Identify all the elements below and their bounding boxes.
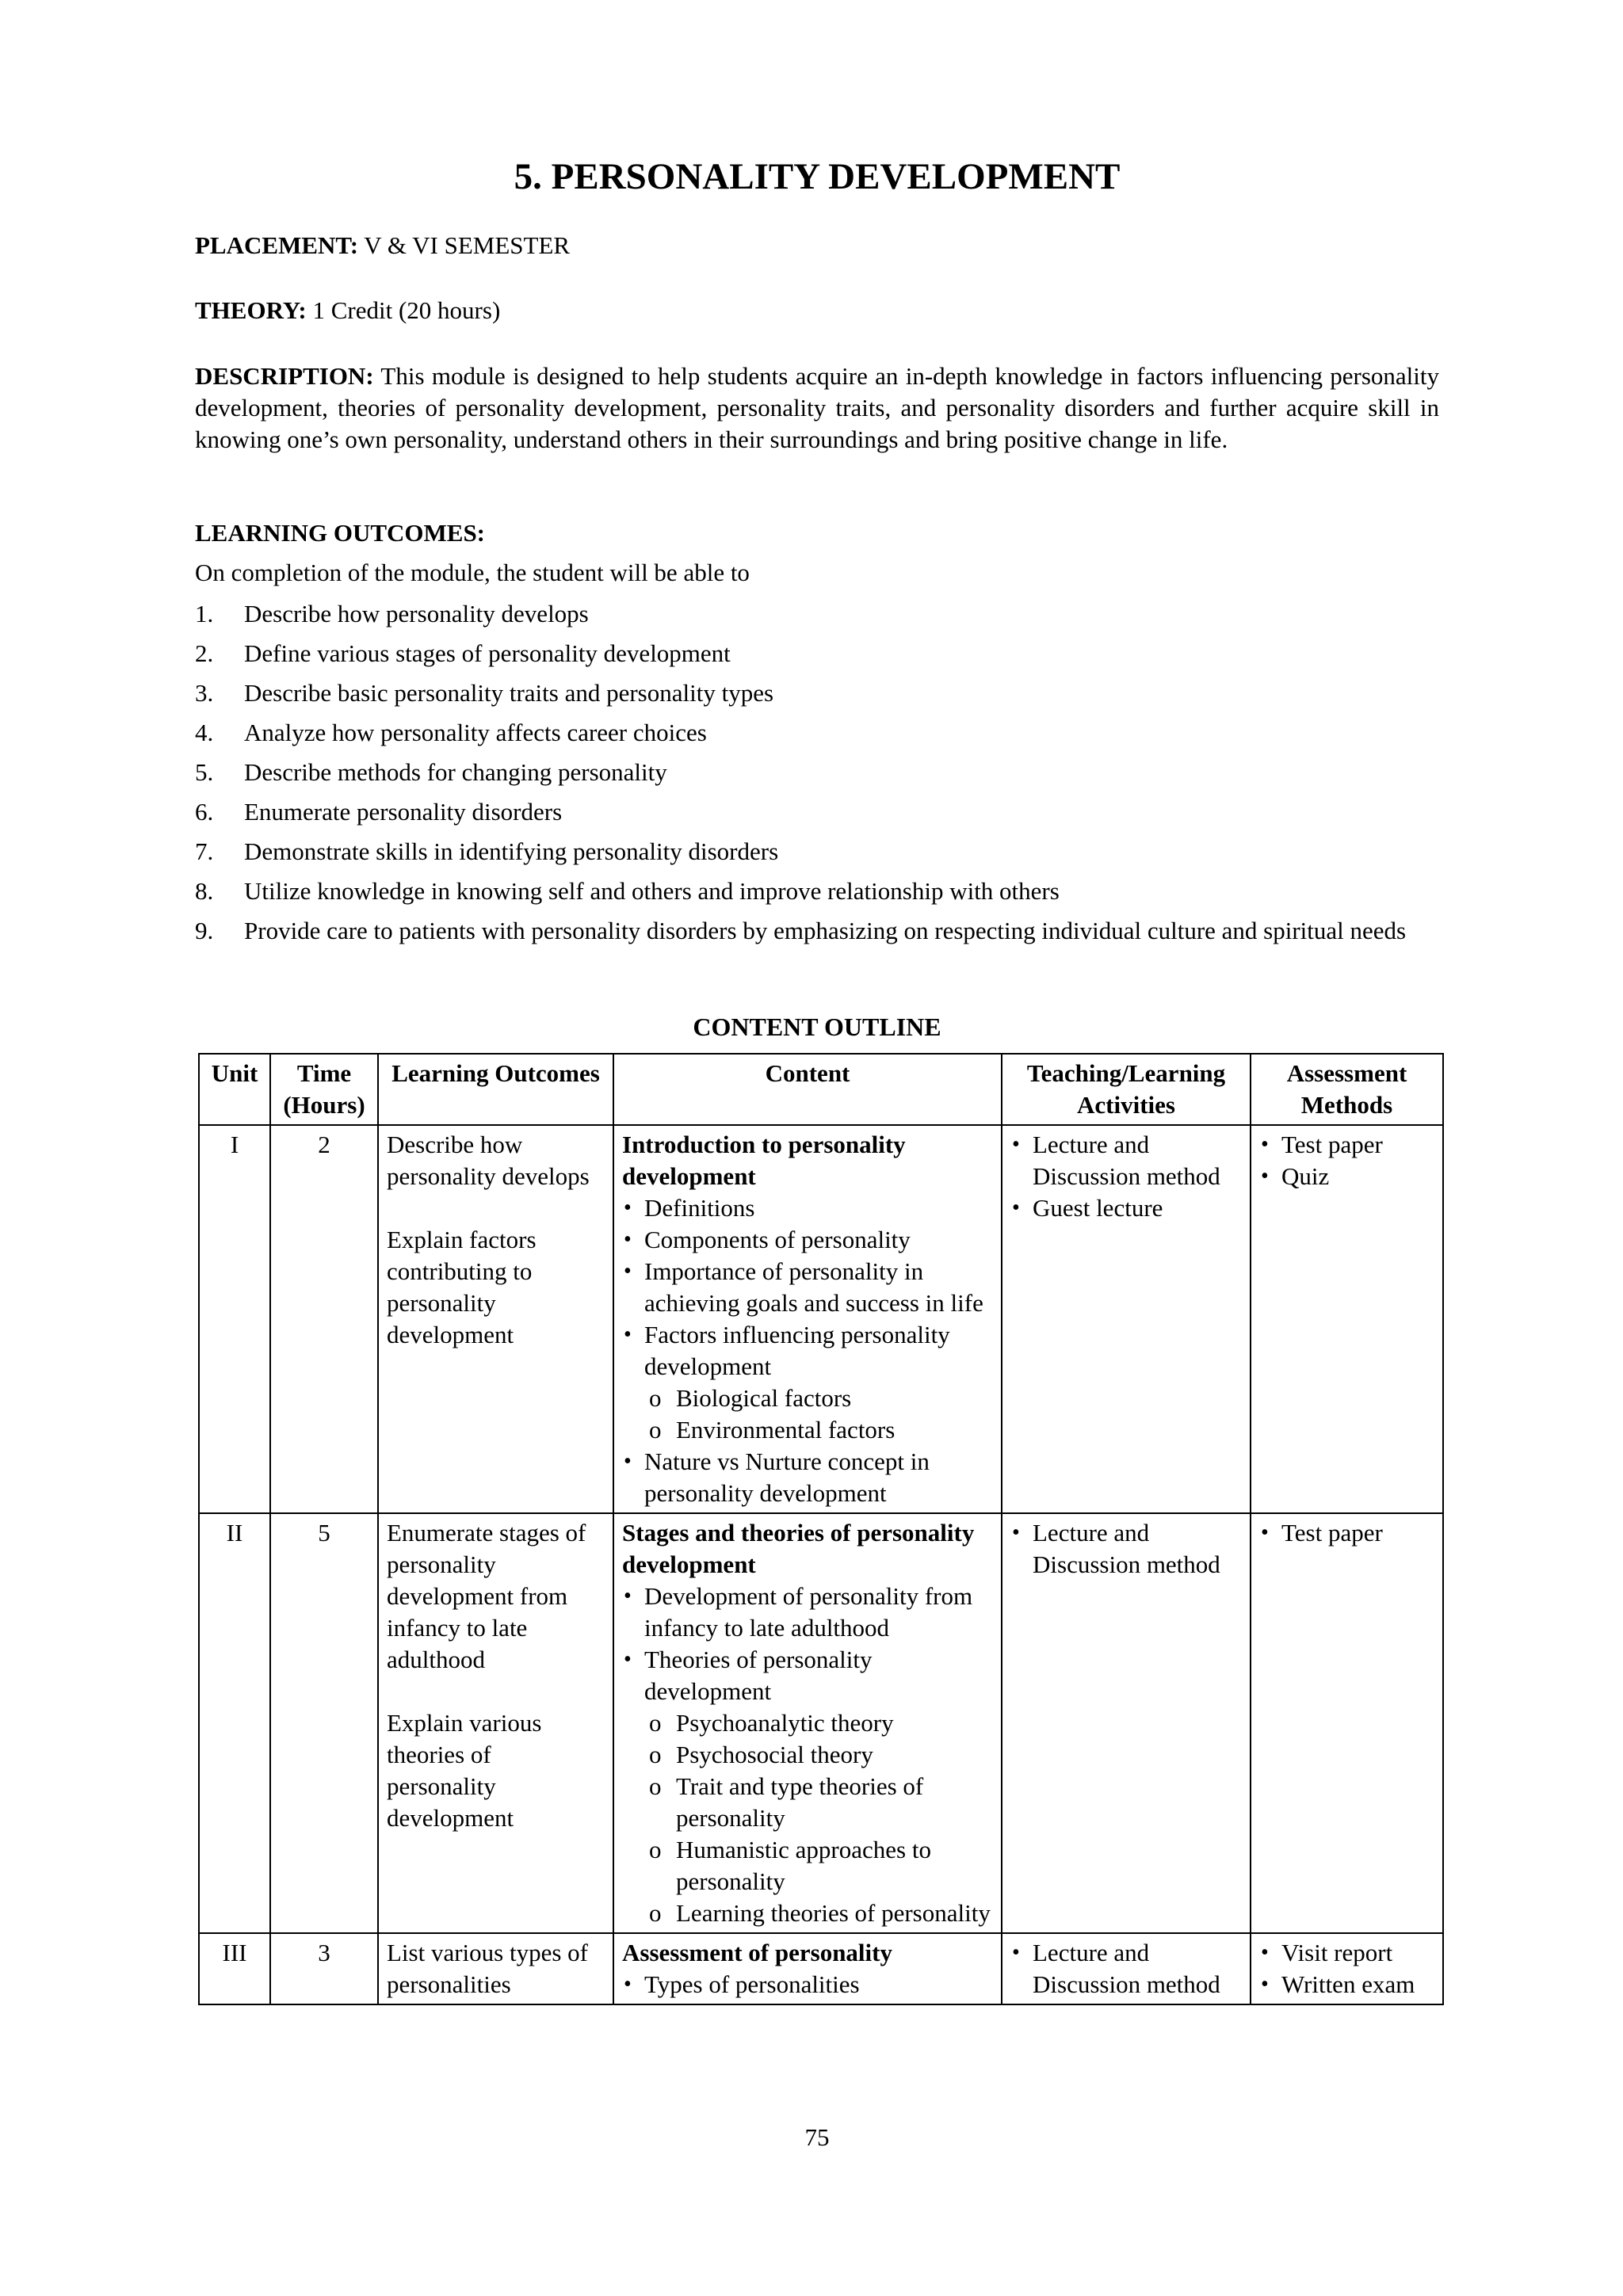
time-cell: 3 <box>270 1933 378 2004</box>
theory-line <box>195 296 500 325</box>
list-item: • Test paper <box>1259 1517 1434 1549</box>
outcomes-cell: List various types of personalities <box>378 1933 613 2004</box>
unit-cell: I <box>199 1125 270 1513</box>
table-row <box>199 1933 1443 2004</box>
header-teaching-activities: Teaching/Learning Activities <box>1002 1054 1251 1125</box>
list-item: 9. Provide care to patients with personality disorders by emphasizing on respecting individual culture and spiritual needs <box>195 917 1407 944</box>
list-item: o Environmental factors <box>644 1414 993 1446</box>
list-item: • Lecture and Discussion method <box>1010 1937 1242 2000</box>
table-row <box>199 1513 1443 1933</box>
list-item: 8. Utilize knowledge in knowing self and others and improve relationship with others <box>195 877 1060 905</box>
content-cell <box>613 1125 1002 1513</box>
assessment-cell <box>1251 1933 1443 2004</box>
list-item: 1. Describe how personality develops <box>195 600 589 627</box>
list-item: 7. Demonstrate skills in identifying personality disorders <box>195 837 779 865</box>
list-item: • Components of personality <box>622 1224 993 1256</box>
theory-value: 1 Credit (20 hours) <box>306 296 501 324</box>
learning-outcomes-intro: On completion of the module, the student will be able to <box>195 559 750 586</box>
list-item: o Trait and type theories of personality <box>644 1771 993 1834</box>
content-outline-title: CONTENT OUTLINE <box>693 1013 941 1041</box>
list-item: o Humanistic approaches to personality <box>644 1834 993 1897</box>
header-learning-outcomes: Learning Outcomes <box>378 1054 613 1125</box>
list-item: • Written exam <box>1259 1969 1434 2000</box>
content-title: Introduction to personality development <box>622 1131 906 1190</box>
list-item: 5. Describe methods for changing personality <box>195 758 667 786</box>
list-item: • Types of personalities <box>622 1969 993 2000</box>
list-item: • Definitions <box>622 1192 993 1224</box>
list-item: o Learning theories of personality <box>644 1897 993 1929</box>
learning-outcomes-heading: LEARNING OUTCOMES: <box>195 519 486 547</box>
list-item: o Psychoanalytic theory <box>644 1707 993 1739</box>
table-header-row <box>199 1054 1443 1125</box>
placement-line <box>195 231 570 260</box>
time-cell: 2 <box>270 1125 378 1513</box>
list-item: 3. Describe basic personality traits and personality types <box>195 679 774 707</box>
placement-label: PLACEMENT: <box>195 231 359 259</box>
list-item: • Visit report <box>1259 1937 1434 1969</box>
outcomes-cell: Enumerate stages of personality development from infancy to late adulthood Explain various theories of personality development <box>378 1513 613 1933</box>
list-item: • Theories of personality development o Psychoanalytic theory o Psychosocial theory o Trait and type theories of personality o Humanistic approaches to personality o Learning theories of personality <box>622 1644 993 1929</box>
header-unit: Unit <box>199 1054 270 1125</box>
list-item: 2. Define various stages of personality development <box>195 639 731 667</box>
description-text: This module is designed to help students acquire an in-depth knowledge in factors influencing personality development, theories of personality development, personality traits, and personality disorders and further acquire skill in knowing one’s own personality, understand others in their surroundings and bring positive change in life. <box>195 362 1439 453</box>
list-item: • Importance of personality in achieving goals and success in life <box>622 1256 993 1319</box>
description-label: DESCRIPTION: <box>195 362 374 390</box>
list-item: • Lecture and Discussion method <box>1010 1129 1242 1192</box>
assessment-cell <box>1251 1125 1443 1513</box>
time-cell: 5 <box>270 1513 378 1933</box>
list-item: • Quiz <box>1259 1161 1434 1192</box>
header-time: Time (Hours) <box>270 1054 378 1125</box>
list-item: • Guest lecture <box>1010 1192 1242 1224</box>
unit-cell: II <box>199 1513 270 1933</box>
list-item: o Psychosocial theory <box>644 1739 993 1771</box>
list-item: • Development of personality from infancy to late adulthood <box>622 1581 993 1644</box>
theory-label: THEORY: <box>195 296 307 324</box>
content-cell <box>613 1513 1002 1933</box>
activities-cell <box>1002 1933 1251 2004</box>
table-row <box>199 1125 1443 1513</box>
header-assessment-methods: Assessment Methods <box>1251 1054 1443 1125</box>
list-item: o Biological factors <box>644 1383 993 1414</box>
outcomes-cell: Describe how personality develops Explain factors contributing to personality development <box>378 1125 613 1513</box>
page-number: 75 <box>804 2123 830 2151</box>
activities-cell <box>1002 1513 1251 1933</box>
content-outline-table <box>198 1053 1444 2005</box>
content-cell <box>613 1933 1002 2004</box>
unit-cell: III <box>199 1933 270 2004</box>
learning-outcomes-list <box>195 598 1439 955</box>
list-item: • Nature vs Nurture concept in personality development <box>622 1446 993 1509</box>
activities-cell <box>1002 1125 1251 1513</box>
list-item: 4. Analyze how personality affects career choices <box>195 719 707 746</box>
assessment-cell <box>1251 1513 1443 1933</box>
list-item: 6. Enumerate personality disorders <box>195 798 563 826</box>
page-title: 5. PERSONALITY DEVELOPMENT <box>514 156 1121 197</box>
header-content: Content <box>613 1054 1002 1125</box>
description-paragraph <box>195 360 1439 456</box>
list-item: • Lecture and Discussion method <box>1010 1517 1242 1581</box>
placement-value: V & VI SEMESTER <box>358 231 571 259</box>
list-item: • Factors influencing personality development o Biological factors o Environmental factors <box>622 1319 993 1446</box>
content-title: Assessment of personality <box>622 1939 892 1966</box>
list-item: • Test paper <box>1259 1129 1434 1161</box>
content-title: Stages and theories of personality development <box>622 1519 975 1578</box>
